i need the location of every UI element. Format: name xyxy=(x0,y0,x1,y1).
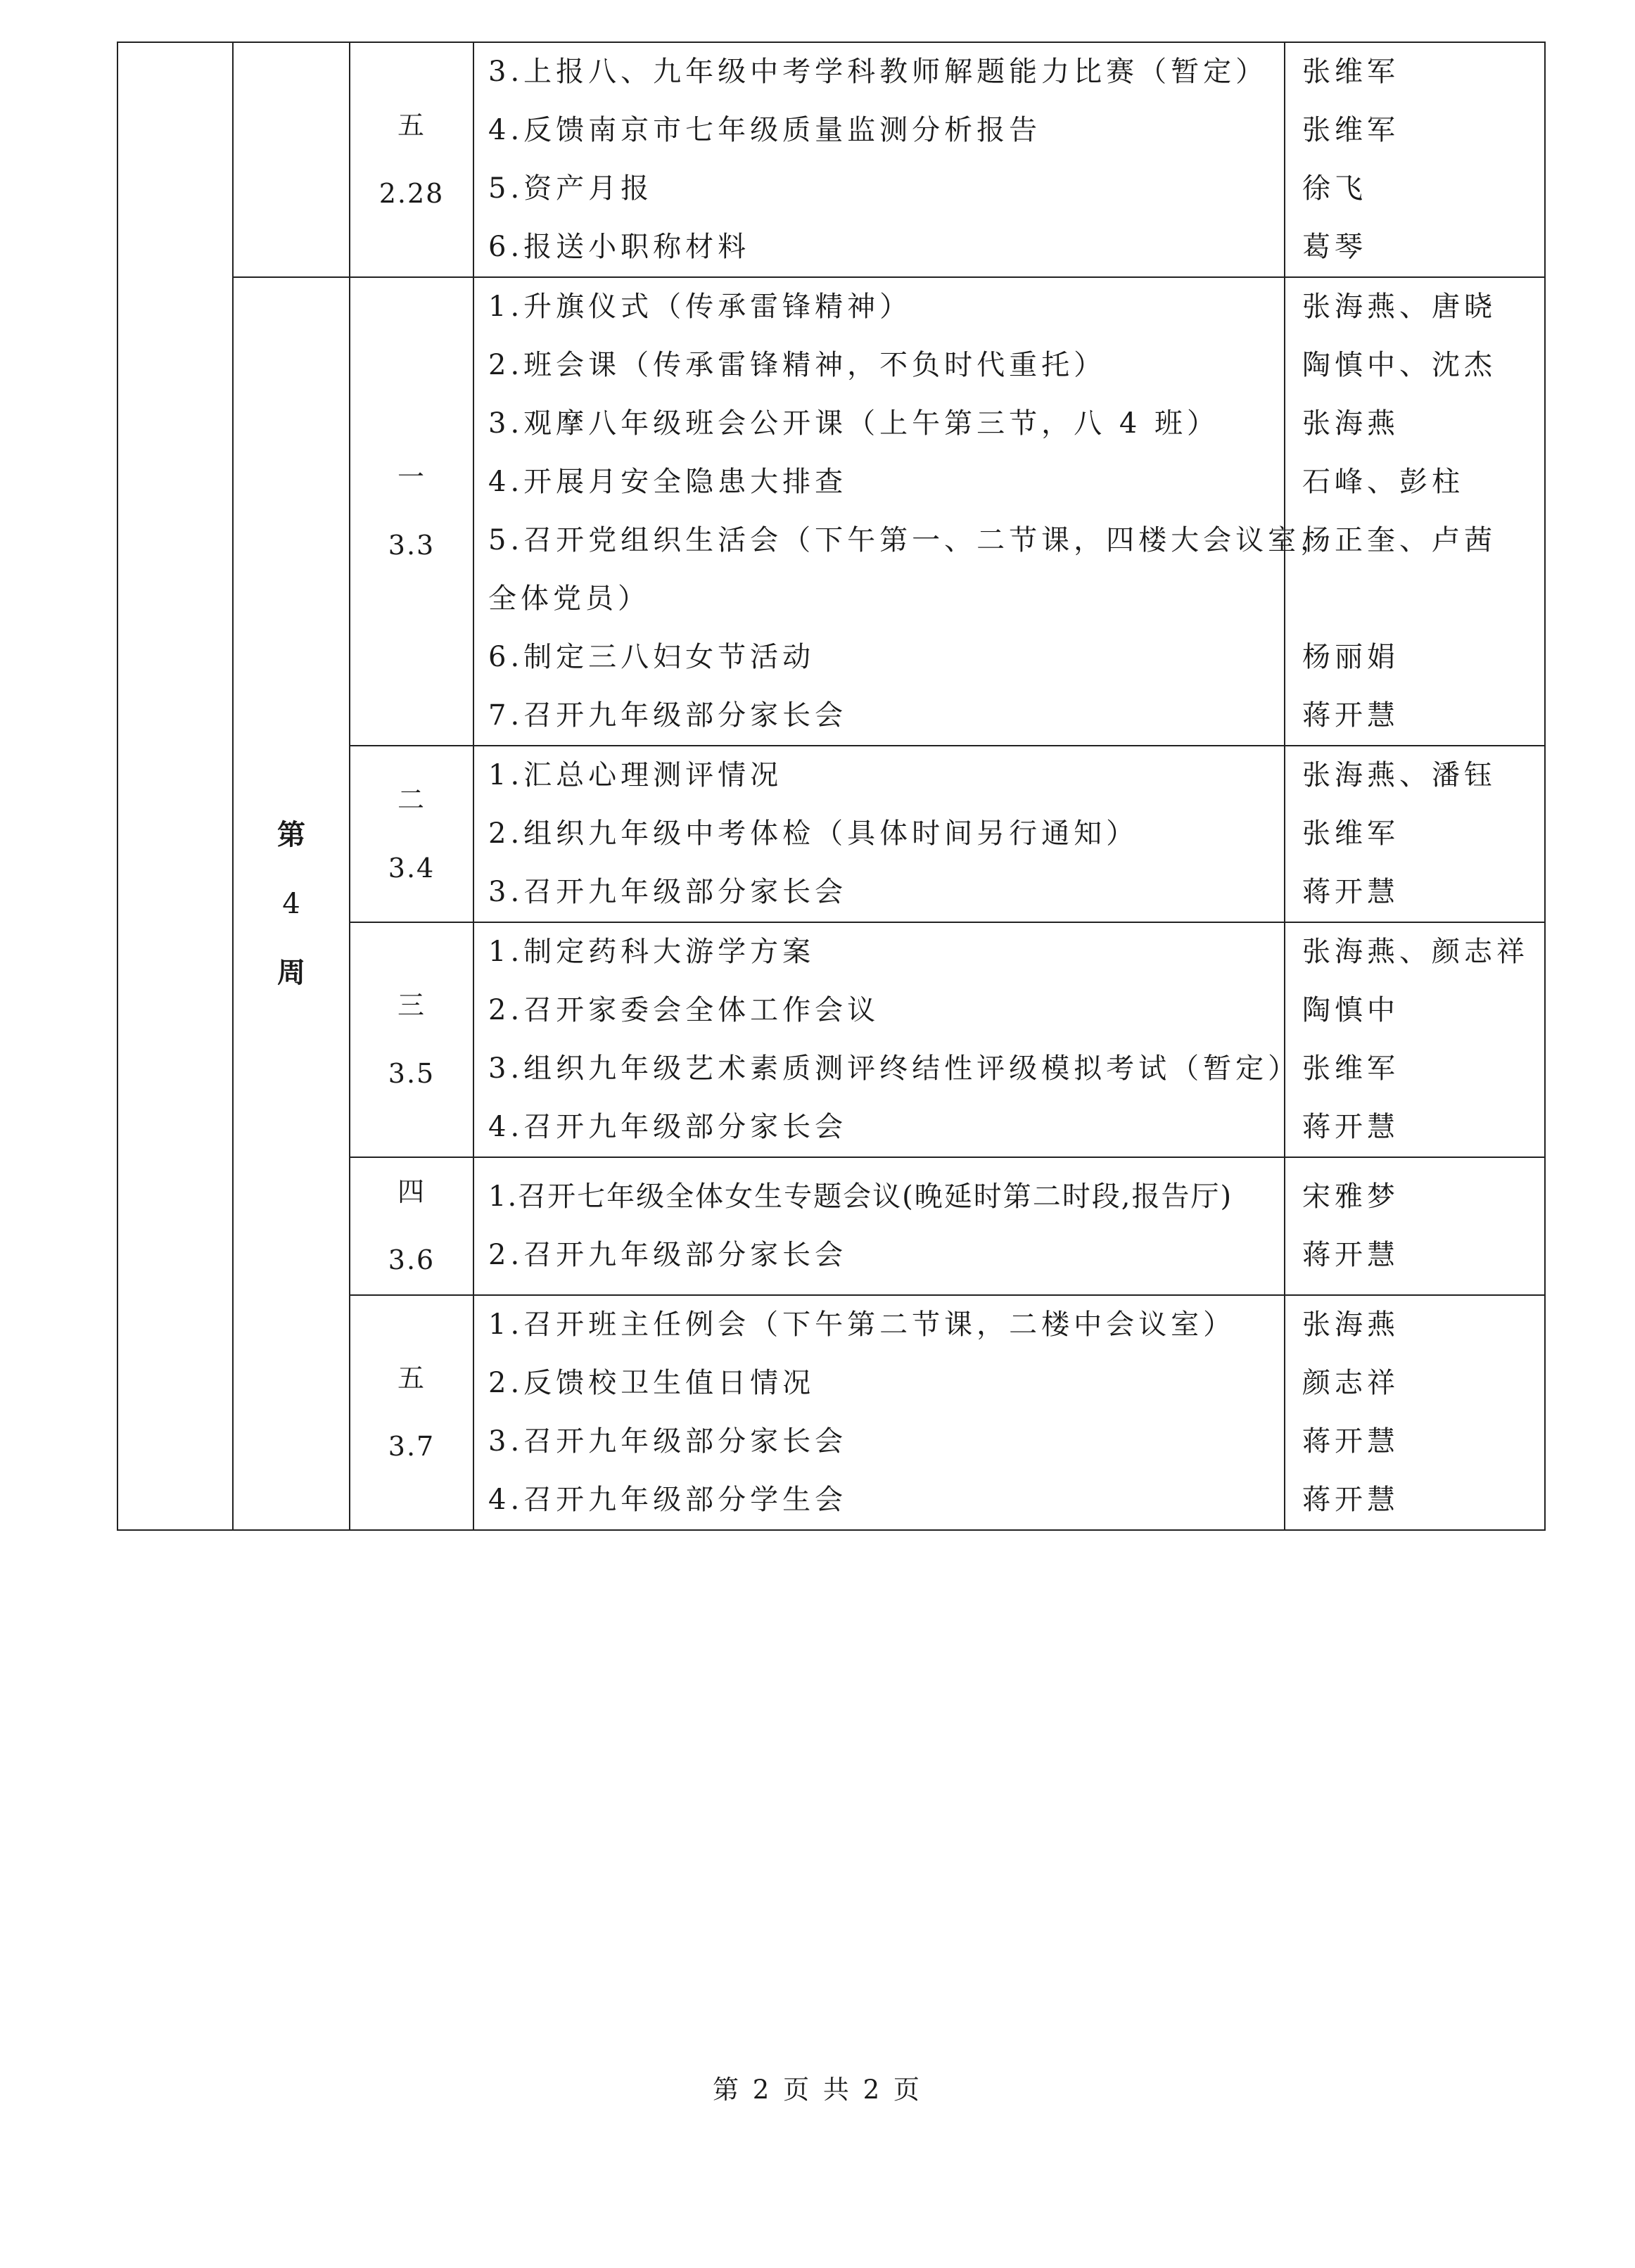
day-name: 一 xyxy=(397,461,426,492)
task-item: 6.报送小职称材料 xyxy=(488,231,751,263)
day-cell xyxy=(350,277,473,746)
task-item: 2.反馈校卫生值日情况 xyxy=(488,1367,815,1399)
task-item: 全体党员） xyxy=(488,582,650,615)
owner-cell xyxy=(1285,922,1545,1157)
task-item: 3.召开九年级部分家长会 xyxy=(488,876,848,908)
task-cell xyxy=(473,277,1333,746)
task-cell xyxy=(473,922,1301,1157)
day-date: 3.5 xyxy=(388,1058,435,1089)
day-cell xyxy=(350,922,473,1157)
task-item: 1.制定药科大游学方案 xyxy=(488,936,815,968)
blank-column-cell xyxy=(117,42,233,1530)
owner-item: 杨正奎、卢茜 xyxy=(1302,524,1496,556)
owner-item: 张海燕 xyxy=(1302,1308,1399,1341)
day-name: 三 xyxy=(397,990,426,1021)
day-name: 四 xyxy=(397,1176,426,1207)
task-item: 2.召开家委会全体工作会议 xyxy=(488,994,880,1026)
owner-cell xyxy=(1285,277,1545,746)
owner-item: 蒋开慧 xyxy=(1302,1239,1399,1271)
day-name: 五 xyxy=(397,1363,426,1394)
task-item: 7.召开九年级部分家长会 xyxy=(488,699,848,732)
task-item: 5.召开党组织生活会（下午第一、二节课，四楼大会议室， xyxy=(488,524,1333,556)
day-date: 3.7 xyxy=(388,1431,435,1462)
task-item: 2.组织九年级中考体检（具体时间另行通知） xyxy=(488,817,1139,850)
owner-item: 蒋开慧 xyxy=(1302,699,1399,732)
task-cell xyxy=(473,42,1285,277)
owner-item xyxy=(1285,570,1544,628)
week-cell-previous xyxy=(233,42,350,277)
day-date: 3.6 xyxy=(388,1244,435,1275)
owner-item: 蒋开慧 xyxy=(1302,1111,1399,1143)
task-item: 3.观摩八年级班会公开课（上午第三节，八 4 班） xyxy=(488,407,1220,440)
day-date: 3.4 xyxy=(388,852,435,884)
day-cell xyxy=(350,1295,473,1530)
schedule-table xyxy=(117,42,1546,1531)
task-item: 1.召开班主任例会（下午第二节课，二楼中会议室） xyxy=(488,1308,1236,1341)
task-item: 1.召开七年级全体女生专题会议(晚延时第二时段,报告厅) xyxy=(488,1180,1233,1213)
day-date: 3.3 xyxy=(388,530,435,561)
owner-item: 宋雅梦 xyxy=(1302,1180,1399,1213)
owner-cell xyxy=(1285,746,1545,922)
owner-item: 张维军 xyxy=(1302,817,1399,850)
task-item: 4.召开九年级部分学生会 xyxy=(488,1484,848,1516)
owner-item: 颜志祥 xyxy=(1302,1367,1399,1399)
owner-item: 张海燕、潘钰 xyxy=(1302,759,1496,791)
week-label-cell xyxy=(233,277,350,1530)
task-item: 3.召开九年级部分家长会 xyxy=(488,1425,848,1458)
owner-cell xyxy=(1285,42,1545,277)
task-cell xyxy=(473,1157,1285,1295)
task-item: 5.资产月报 xyxy=(488,172,654,205)
owner-item: 张维军 xyxy=(1302,1052,1399,1085)
owner-item: 蒋开慧 xyxy=(1302,1425,1399,1458)
task-item: 4.召开九年级部分家长会 xyxy=(488,1111,848,1143)
owner-item: 张海燕、唐晓 xyxy=(1302,291,1496,323)
day-name: 五 xyxy=(397,110,426,141)
task-item: 3.组织九年级艺术素质测评终结性评级模拟考试（暂定） xyxy=(488,1052,1301,1085)
task-item: 6.制定三八妇女节活动 xyxy=(488,641,815,673)
owner-item: 张海燕、颜志祥 xyxy=(1302,936,1529,968)
day-name: 二 xyxy=(397,784,426,815)
task-cell xyxy=(473,746,1285,922)
table-row xyxy=(117,277,1545,746)
owner-item: 葛琴 xyxy=(1302,231,1367,263)
table-row xyxy=(117,42,1545,277)
owner-cell xyxy=(1285,1295,1545,1530)
owner-item: 蒋开慧 xyxy=(1302,1484,1399,1516)
day-cell xyxy=(350,42,473,277)
task-cell xyxy=(473,1295,1285,1530)
task-item: 3.上报八、九年级中考学科教师解题能力比赛（暂定） xyxy=(488,56,1268,88)
task-item: 2.班会课（传承雷锋精神，不负时代重托） xyxy=(488,349,1107,381)
owner-item: 徐飞 xyxy=(1302,172,1367,205)
owner-item: 张维军 xyxy=(1302,114,1399,146)
page-number-footer: 第 2 页 共 2 页 xyxy=(713,2075,922,2105)
week-label-suffix: 周 xyxy=(277,955,305,989)
week-label-prefix: 第 xyxy=(277,817,305,851)
owner-item: 石峰、彭柱 xyxy=(1302,466,1464,498)
day-date: 2.28 xyxy=(378,178,445,209)
day-cell xyxy=(350,746,473,922)
day-cell xyxy=(350,1157,473,1295)
owner-item: 张海燕 xyxy=(1302,407,1399,440)
owner-item: 陶慎中 xyxy=(1302,994,1399,1026)
owner-item: 蒋开慧 xyxy=(1302,876,1399,908)
task-item: 1.升旗仪式（传承雷锋精神） xyxy=(488,291,912,323)
task-item: 1.汇总心理测评情况 xyxy=(488,759,783,791)
task-item: 2.召开九年级部分家长会 xyxy=(488,1239,848,1271)
owner-item: 杨丽娟 xyxy=(1302,641,1399,673)
task-item: 4.开展月安全隐患大排查 xyxy=(488,466,848,498)
owner-item: 张维军 xyxy=(1302,56,1399,88)
owner-item: 陶慎中、沈杰 xyxy=(1302,349,1496,381)
task-item: 4.反馈南京市七年级质量监测分析报告 xyxy=(488,114,1042,146)
owner-cell xyxy=(1285,1157,1545,1295)
week-label-number: 4 xyxy=(282,887,300,920)
